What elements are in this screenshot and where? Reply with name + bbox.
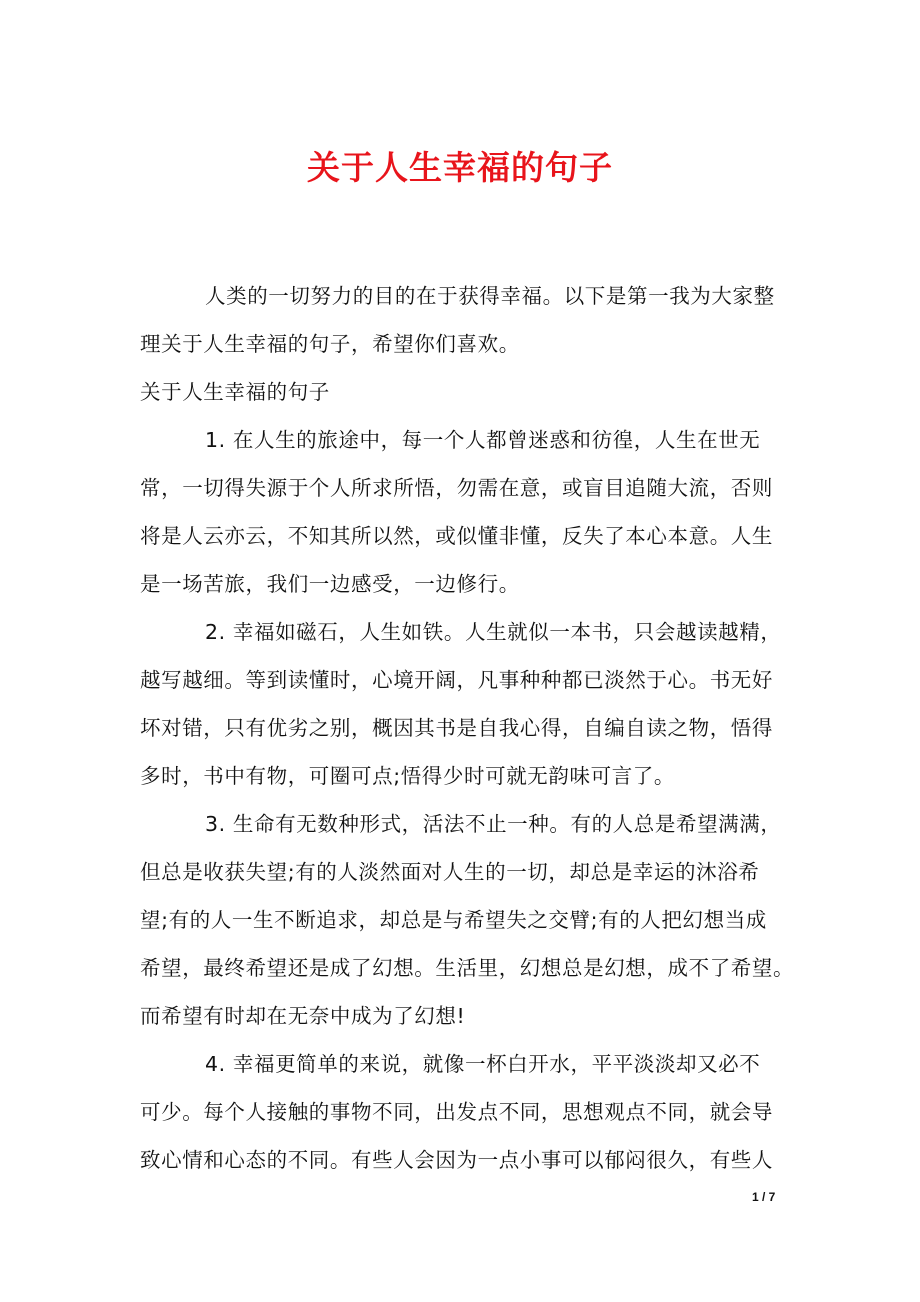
text-line: 坏对错，只有优劣之别，概因其书是自我心得，自编自读之物，悟得 <box>140 716 773 740</box>
document-body <box>140 272 800 1184</box>
text-line: 4. 幸福更简单的来说，就像一杯白开水，平平淡淡却又必不 <box>205 1052 761 1076</box>
text-line: 人类的一切努力的目的在于获得幸福。以下是第一我为大家整 <box>205 284 775 308</box>
text-line: 而希望有时却在无奈中成为了幻想! <box>140 1004 466 1028</box>
text-line: 2. 幸福如磁石，人生如铁。人生就似一本书，只会越读越精， <box>205 620 782 644</box>
text-line: 多时，书中有物，可圈可点;悟得少时可就无韵味可言了。 <box>140 764 676 788</box>
text-line: 1. 在人生的旅途中，每一个人都曾迷惑和彷徨，人生在世无 <box>205 428 761 452</box>
page-number: 1 / 7 <box>752 1190 776 1204</box>
text-line: 希望，最终希望还是成了幻想。生活里，幻想总是幻想，成不了希望。 <box>140 956 795 980</box>
text-line: 将是人云亦云，不知其所以然，或似懂非懂，反失了本心本意。人生 <box>140 524 773 548</box>
text-line: 望;有的人一生不断追求，却总是与希望失之交臂;有的人把幻想当成 <box>140 908 767 932</box>
text-line: 可少。每个人接触的事物不同，出发点不同，思想观点不同，就会导 <box>140 1100 773 1124</box>
text-line: 3. 生命有无数种形式，活法不止一种。有的人总是希望满满， <box>205 812 782 836</box>
text-line: 但总是收获失望;有的人淡然面对人生的一切，却总是幸运的沐浴希 <box>140 860 760 884</box>
text-line: 关于人生幸福的句子 <box>140 380 330 404</box>
text-line: 越写越细。等到读懂时，心境开阔，凡事种种都已淡然于心。书无好 <box>140 668 773 692</box>
document-title: 关于人生幸福的句子 <box>307 148 613 187</box>
text-line: 是一场苦旅，我们一边感受，一边修行。 <box>140 572 520 596</box>
text-line: 理关于人生幸福的句子，希望你们喜欢。 <box>140 332 520 356</box>
text-line: 常，一切得失源于个人所求所悟，勿需在意，或盲目追随大流，否则 <box>140 476 773 500</box>
text-line: 致心情和心态的不同。有些人会因为一点小事可以郁闷很久，有些人 <box>140 1148 773 1172</box>
